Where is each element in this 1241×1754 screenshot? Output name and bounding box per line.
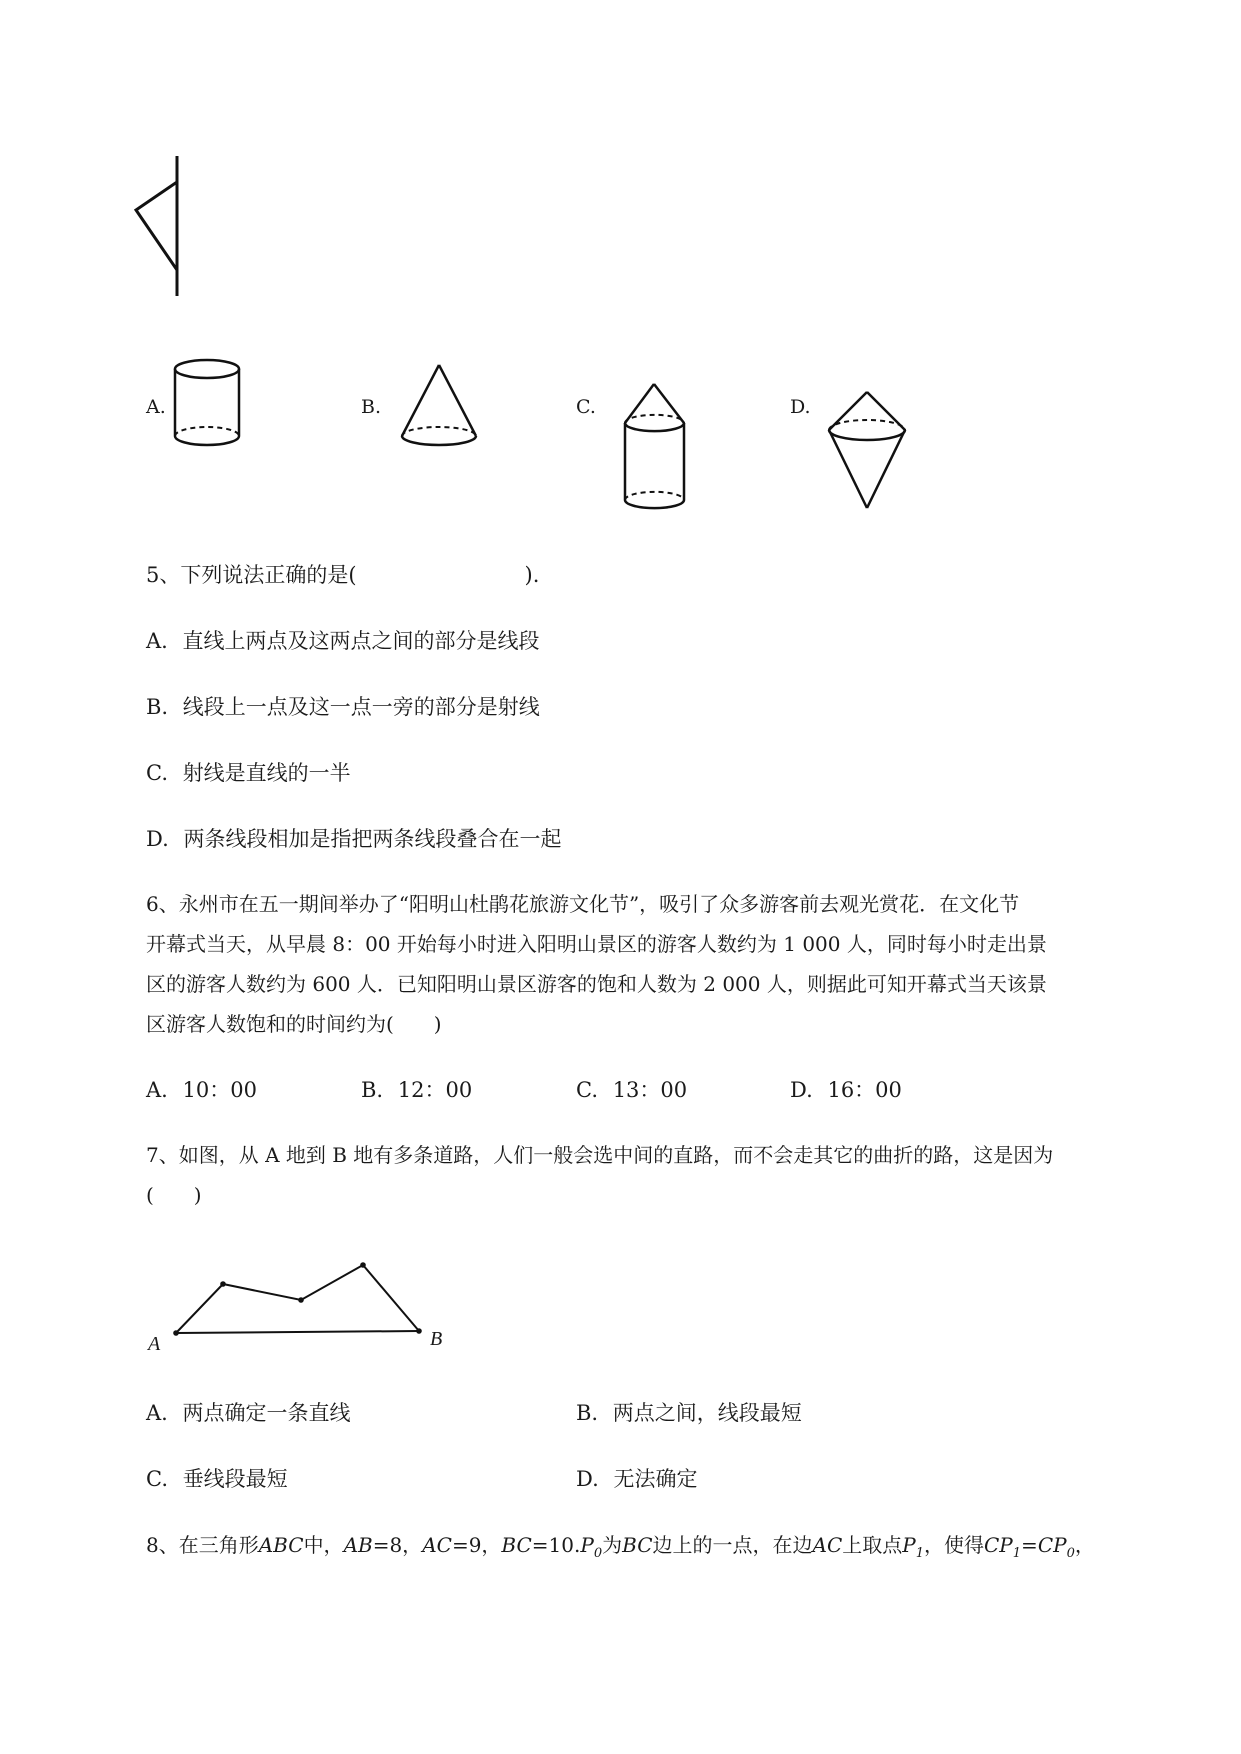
option-label: D. [790,1078,813,1102]
option-label: B. [146,695,169,719]
cylinder-figure [170,355,250,455]
option-label: D. [576,1467,599,1491]
q8-text: 中， [303,1533,344,1557]
option-text: 12：00 [397,1078,473,1102]
q8-text: = [1021,1533,1038,1557]
q8-math: ABC [258,1533,304,1557]
cone-figure [398,355,488,455]
option-label: C. [576,1078,598,1102]
q6-option-d [790,1075,902,1105]
q5-option-d [146,824,561,854]
figure-option-b-label: B. [361,396,382,418]
q5-option-a [146,626,540,656]
q6-option-c [576,1075,687,1105]
option-text: 线段上一点及这一点一旁的部分是射线 [182,695,540,719]
q6-stem-line-1: 6、永州市在五一期间举办了“阳明山杜鹃花旅游文化节”，吸引了众多游客前去观光赏花．在文化节 [146,892,1020,916]
option-text: 10：00 [182,1078,257,1102]
double-cone-figure [824,388,914,518]
q8-math: AC [812,1533,843,1557]
q5-stem: 5、下列说法正确的是( ). [146,563,540,587]
rotation-figure [130,152,210,312]
figure-option-a-label: A. [146,396,166,418]
q8-subscript: 1 [1012,1546,1022,1561]
q7-stem-line-2: ( ) [146,1183,202,1207]
q5-option-c [146,758,351,788]
q7-option-b [576,1398,802,1428]
option-label: C. [146,1467,168,1491]
q8-subscript: 0 [1066,1546,1075,1561]
q8-math: AC [422,1533,452,1557]
option-label: D. [146,827,169,851]
q7-option-d [576,1464,697,1494]
figure-option-d-label: D. [790,396,811,418]
q6-option-a [146,1075,257,1105]
q7-option-a [146,1398,351,1428]
figure-option-c-label: C. [576,396,596,418]
q7-option-c [146,1464,288,1494]
q6-stem-line-4: 区游客人数饱和的时间约为( ) [146,1012,442,1036]
q8-text: ，使得 [924,1533,984,1557]
q8-text: =9， [451,1533,502,1557]
option-text: 13：00 [612,1078,688,1102]
option-label: B. [576,1401,599,1425]
point-b-label: B [430,1328,443,1350]
q8-math: CP [984,1533,1013,1557]
option-text: 两条线段相加是指把两条线段叠合在一起 [183,827,562,851]
option-label: B. [361,1078,384,1102]
q8-text: =8， [372,1533,423,1557]
q8-stem-line-1 [146,1530,1095,1569]
q8-text: 边上的一点，在边 [652,1533,813,1557]
q8-text: 8、在三角形 [146,1533,259,1557]
q8-subscript: 0 [593,1546,603,1561]
q8-math: P [580,1533,594,1557]
option-label: A. [146,629,168,653]
q8-math: BC [622,1533,653,1557]
option-text: 垂线段最短 [182,1467,288,1491]
option-text: 直线上两点及这两点之间的部分是线段 [182,629,540,653]
option-text: 射线是直线的一半 [182,761,351,785]
q8-text: ， [1074,1533,1095,1557]
q5-option-b [146,692,540,722]
q8-math: P [902,1533,916,1557]
q8-math: CP [1037,1533,1067,1557]
option-text: 16：00 [827,1078,902,1102]
option-text: 无法确定 [613,1467,698,1491]
q6-stem-line-2: 开幕式当天，从早晨 8：00 开始每小时进入阳明山景区的游客人数约为 1 000 人，同时每小时走出景 [146,932,1047,956]
option-text: 两点确定一条直线 [182,1401,351,1425]
option-label: C. [146,761,168,785]
option-label: A. [146,1401,168,1425]
q7-stem-line-1: 7、如图，从 A 地到 B 地有多条道路，人们一般会选中间的直路，而不会走其它的曲折的路，这是因为 [146,1143,1054,1167]
q8-math: AB [343,1533,373,1557]
q8-text: 为 [602,1533,623,1557]
q6-stem-line-3: 区的游客人数约为 600 人．已知阳明山景区游客的饱和人数为 2 000 人，则据此可知开幕式当天该景 [146,972,1047,996]
q8-math: BC [501,1533,532,1557]
point-a-label: A [148,1333,161,1355]
path-figure [160,1240,460,1360]
q8-text: =10. [531,1533,581,1557]
q8-text: 上取点 [842,1533,903,1557]
q8-subscript: 1 [915,1546,924,1561]
option-text: 两点之间，线段最短 [612,1401,802,1425]
option-label: A. [146,1078,168,1102]
cone-on-cylinder-figure [618,382,708,512]
q6-option-b [361,1075,472,1105]
